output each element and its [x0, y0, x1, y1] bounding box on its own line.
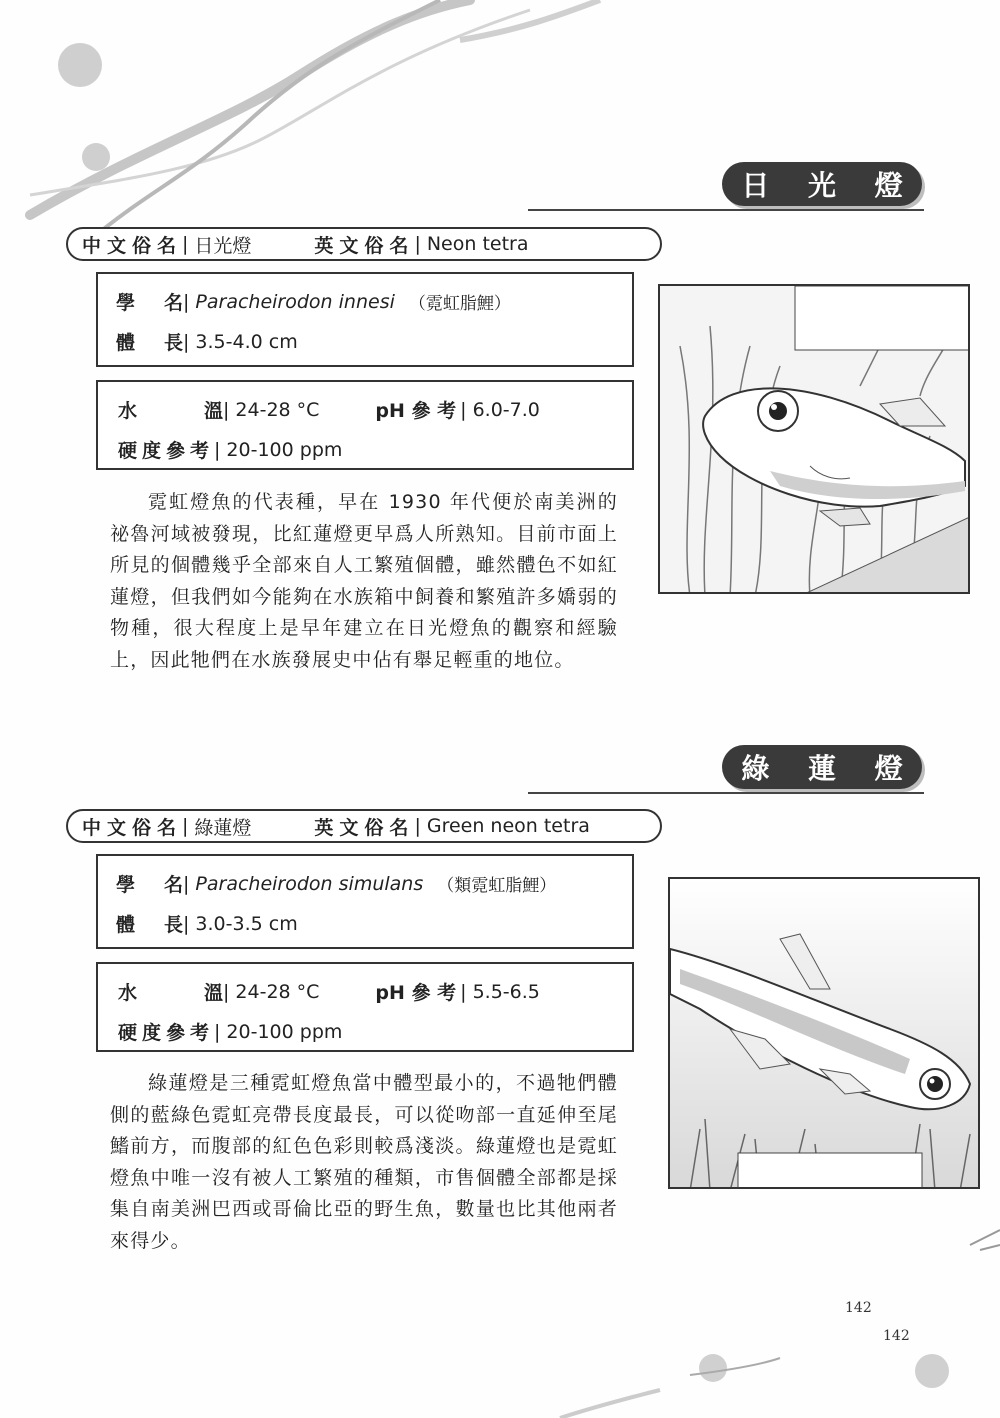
green-neon-tetra-drawing — [670, 879, 980, 1189]
ph-value: 5.5-6.5 — [472, 980, 540, 1003]
temp-label-b: 溫 — [204, 982, 224, 1004]
length-label-a: 體 — [116, 914, 136, 936]
separator: | — [414, 815, 421, 837]
length-label-b: 長 — [164, 332, 184, 354]
title-char: 蓮 — [807, 752, 836, 785]
en-name-label: 英文俗名 — [314, 816, 415, 839]
ph-value: 6.0-7.0 — [472, 398, 540, 421]
en-name: Green neon tetra — [426, 815, 590, 837]
en-name-label: 英文俗名 — [314, 234, 415, 257]
hardness: 20-100 ppm — [226, 1020, 343, 1043]
temp-label-a: 水 — [118, 400, 138, 422]
deco-circle — [82, 143, 110, 171]
hardness: 20-100 ppm — [226, 438, 343, 461]
title-char: 燈 — [874, 169, 903, 202]
title-char: 日 — [741, 169, 770, 202]
neon-tetra-drawing — [660, 286, 970, 594]
scientific-note: （霓虹脂鯉） — [408, 294, 511, 314]
deco-circle — [699, 1354, 727, 1382]
title-rule — [528, 792, 924, 794]
fish-illustration-green-neon-tetra — [668, 877, 980, 1189]
title-char: 燈 — [874, 752, 903, 785]
page-number: 142 — [883, 1328, 910, 1344]
separator: | — [182, 233, 189, 255]
title-char: 光 — [807, 169, 836, 202]
scientific-name: Paracheirodon simulans — [195, 872, 424, 895]
hardness-label: 硬度參考 — [118, 1022, 215, 1044]
deco-circle — [915, 1354, 949, 1388]
description-paragraph — [110, 487, 618, 676]
sci-label-a: 學 — [116, 292, 136, 314]
length-label-b: 長 — [164, 914, 184, 936]
title-rule — [528, 209, 924, 211]
taxonomy-box: 學 名 | Paracheirodon innesi （霓虹脂鯉） 體 長 | 3.5-4.0 cm — [96, 272, 634, 367]
zh-name: 綠蓮燈 — [194, 816, 252, 839]
description-text: 綠蓮燈是三種霓虹燈魚當中體型最小的，不過牠們體側的藍綠色霓虹亮帶長度最長，可以從吻部一直延伸至尾鰭前方，而腹部的紅色色彩則較爲淺淡。綠蓮燈也是霓虹燈魚中唯一沒有被人工繁殖的種類，市售個體全部都是採集自南美洲巴西或哥倫比亞的野生魚，數量也比其他兩者來得少。 — [110, 1072, 618, 1252]
zh-name-label: 中文俗名 — [82, 816, 183, 839]
temperature: 24-28 °C — [235, 980, 320, 1003]
deco-circle — [58, 43, 102, 87]
page-number: 142 — [845, 1300, 872, 1316]
description-paragraph — [110, 1068, 618, 1257]
section-title-neon-tetra — [722, 162, 922, 206]
temp-label-a: 水 — [118, 982, 138, 1004]
water-params-box: 水 溫 | 24-28 °C pH 參 考 | 6.0-7.0 硬度參考 | 20-100 ppm — [96, 380, 634, 470]
sci-label-b: 名 — [164, 292, 184, 314]
zh-name: 日光燈 — [194, 234, 252, 257]
water-params-box: 水 溫 | 24-28 °C pH 參 考 | 5.5-6.5 硬度參考 | 20-100 ppm — [96, 962, 634, 1052]
scientific-name: Paracheirodon innesi — [195, 290, 395, 313]
length-label-a: 體 — [116, 332, 136, 354]
temperature: 24-28 °C — [235, 398, 320, 421]
taxonomy-box: 學 名 | Paracheirodon simulans （類霓虹脂鯉） 體 長 | 3.0-3.5 cm — [96, 854, 634, 949]
common-name-bar — [66, 227, 662, 261]
body-length: 3.5-4.0 cm — [195, 330, 298, 353]
title-char: 綠 — [741, 752, 770, 785]
separator: | — [414, 233, 421, 255]
description-text: 霓虹燈魚的代表種，早在 1930 年代便於南美洲的祕魯河域被發現，比紅蓮燈更早爲人所熟知。目前市面上所見的個體幾乎全部來自人工繁殖個體，雖然體色不如紅蓮燈，但我們如今能夠在水族箱中飼養和繁殖許多嬌弱的物種，很大程度上是早年建立在日光燈魚的觀察和經驗上，因此牠們在水族發展史中佔有舉足輕重的地位。 — [110, 491, 618, 671]
ph-label: pH 參 考 — [375, 982, 457, 1004]
scientific-note: （類霓虹脂鯉） — [437, 876, 557, 896]
section-title-green-neon-tetra — [722, 745, 922, 789]
sci-label-a: 學 — [116, 874, 136, 896]
zh-name-label: 中文俗名 — [82, 234, 183, 257]
temp-label-b: 溫 — [204, 400, 224, 422]
ph-label: pH 參 考 — [375, 400, 457, 422]
common-name-bar — [66, 809, 662, 843]
hardness-label: 硬度參考 — [118, 440, 215, 462]
separator: | — [182, 815, 189, 837]
fish-illustration-neon-tetra — [658, 284, 970, 594]
en-name: Neon tetra — [426, 233, 529, 255]
body-length: 3.0-3.5 cm — [195, 912, 298, 935]
sci-label-b: 名 — [164, 874, 184, 896]
